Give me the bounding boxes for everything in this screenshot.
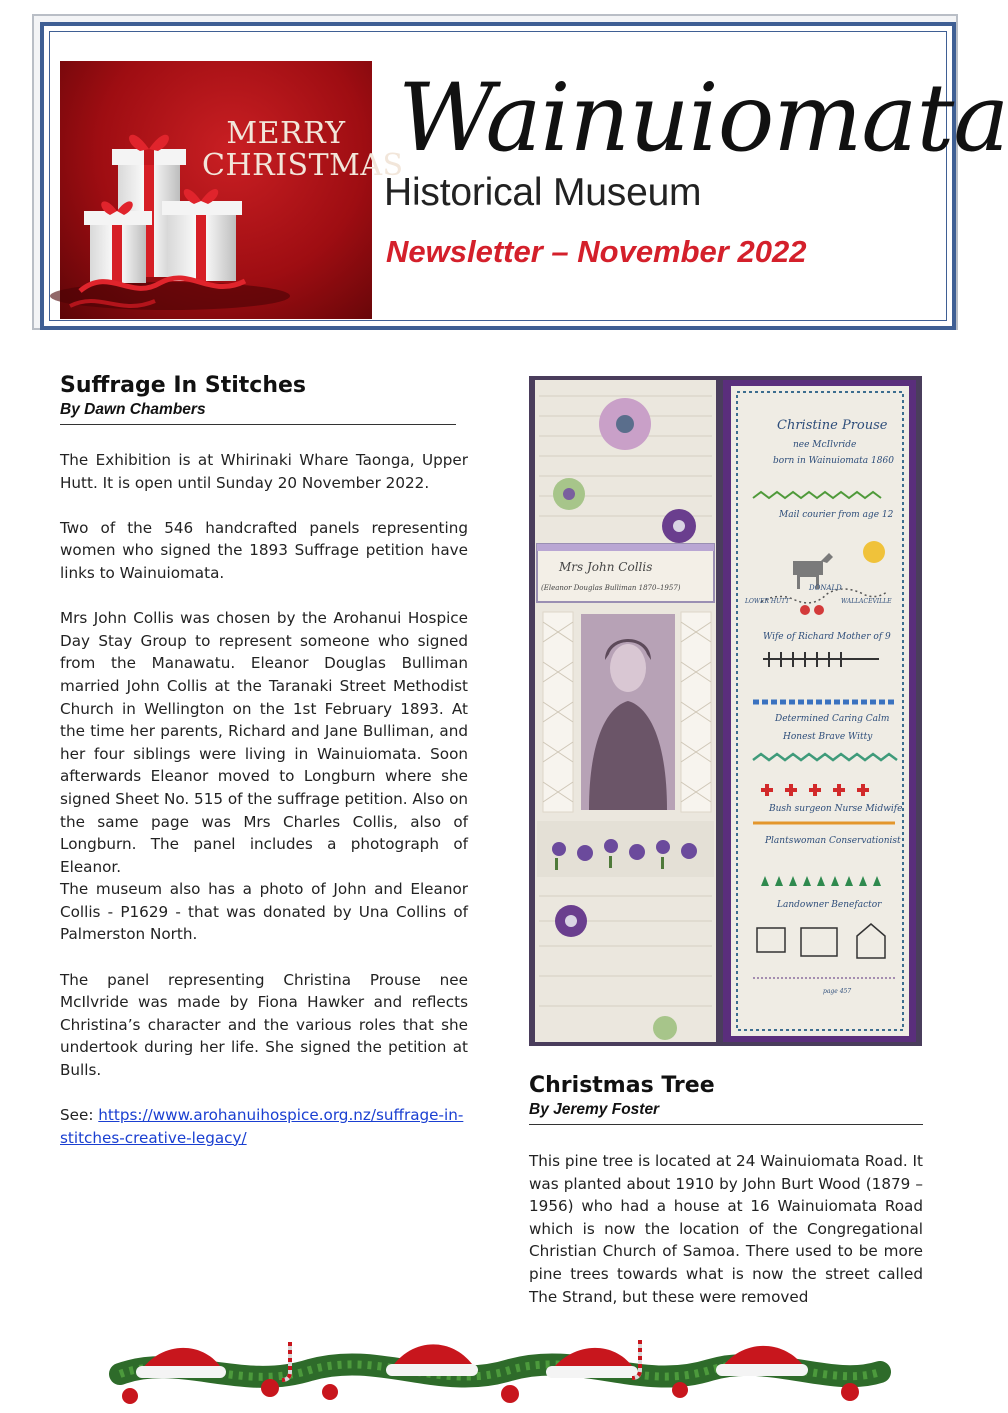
title-rule <box>529 1124 923 1125</box>
museum-script-title: Wainuiomata <box>398 64 1008 173</box>
panel-right-page: page 457 <box>823 988 852 995</box>
article-christmas-tree-header <box>529 1072 923 1125</box>
santa-hat-icon <box>716 1346 808 1376</box>
panel-right-nee: nee McIlvride <box>793 440 857 450</box>
panel-right-title: Christine Prouse <box>777 418 888 433</box>
newsletter-date-title: Newsletter – November 2022 <box>386 234 807 269</box>
panel-left-name: Mrs John Collis <box>559 560 653 574</box>
see-also-paragraph <box>60 1104 468 1149</box>
santa-hat-icon <box>546 1348 638 1378</box>
panel-right-roles1: Bush surgeon Nurse Midwife <box>769 804 903 814</box>
arohanui-hospice-link[interactable]: https://www.arohanuihospice.org.nz/suffrage-in-stitches-creative-legacy/ <box>60 1106 464 1147</box>
paragraph: This pine tree is located at 24 Wainuiomata Road. It was planted about 1910 by John Burt Wood (1879 – 1956) who had a house at 16 Wainuiomata Road which is now the location of the Congregational Christian Church of Samoa. There used to be more pine trees towards what is now the street called The Strand, but these were removed <box>529 1152 923 1306</box>
museum-subtitle: Historical Museum <box>384 171 702 214</box>
article-author: By Jeremy Foster <box>529 1101 660 1118</box>
panel-right-born: born in Wainuiomata 1860 <box>773 456 894 466</box>
gift-boxes-illustration <box>60 61 404 319</box>
paragraph: The museum also has a photo of John and Eleanor Collis - P1629 - that was donated by Una Collins of Palmerston North. <box>60 880 468 944</box>
suffrage-panels-photo <box>529 376 922 1046</box>
article-title: Christmas Tree <box>529 1073 715 1098</box>
panel-right-donald: DONALD <box>809 584 842 592</box>
panel-left-subtitle: (Eleanor Douglas Bulliman 1870–1957) <box>541 584 681 592</box>
panel-right-lower-hutt: LOWER HUTT <box>745 598 790 605</box>
article-suffrage-body <box>60 449 468 1149</box>
article-suffrage-header <box>60 372 456 425</box>
card-line-christmas: CHRISTMAS <box>202 148 404 183</box>
embroidered-panels-illustration <box>529 376 922 1046</box>
article-title: Suffrage In Stitches <box>60 373 306 398</box>
panel-right-roles2: Plantswoman Conservationist <box>765 836 901 846</box>
merry-christmas-image <box>60 61 404 319</box>
panel-right-traits2: Honest Brave Witty <box>783 732 873 742</box>
panel-right-wallaceville: WALLACEVILLE <box>841 598 892 605</box>
paragraph: Mrs John Collis was chosen by the Arohanui Hospice Day Stay Group to represent someone who signed from the Manawatu. Eleanor Douglas Bulliman married John Collis at the Taranaki Street Methodist Church in Wellington on the 1st February 1893. At the time her parents, Richard and Jane Bulliman, and her four siblings were living in Wainuiomata. Soon afterwards Eleanor moved to Longburn where she signed Sheet No. 515 of the suffrage petition. Also on the same page was Mrs Charles Collis, also of Longburn. The panel includes a photograph of Eleanor. <box>60 609 468 876</box>
article-author: By Dawn Chambers <box>60 401 206 418</box>
panel-right-wife: Wife of Richard Mother of 9 <box>763 632 891 642</box>
paragraph: Two of the 546 handcrafted panels representing women who signed the 1893 Suffrage petition have links to Wainuiomata. <box>60 518 468 582</box>
see-label: See: <box>60 1106 94 1125</box>
card-line-merry: MERRY <box>226 116 346 151</box>
panel-right-mail: Mail courier from age 12 <box>779 510 894 520</box>
paragraph: The Exhibition is at Whirinaki Whare Taonga, Upper Hutt. It is open until Sunday 20 November 2022. <box>60 451 468 492</box>
panel-right-traits1: Determined Caring Calm <box>775 714 890 724</box>
title-rule <box>60 424 456 425</box>
santa-hat-icon <box>136 1348 226 1378</box>
merry-christmas-text <box>202 116 404 183</box>
article-christmas-tree-body <box>529 1150 923 1308</box>
christmas-garland-decoration <box>120 1322 880 1413</box>
panel-right-roles3: Landowner Benefactor <box>777 900 882 910</box>
santa-hat-icon <box>386 1344 478 1376</box>
paragraph: The panel representing Christina Prouse nee McIlvride was made by Fiona Hawker and reflects Christina’s character and the various roles that she undertook during her life. She signed the petition at Bulls. <box>60 970 468 1080</box>
